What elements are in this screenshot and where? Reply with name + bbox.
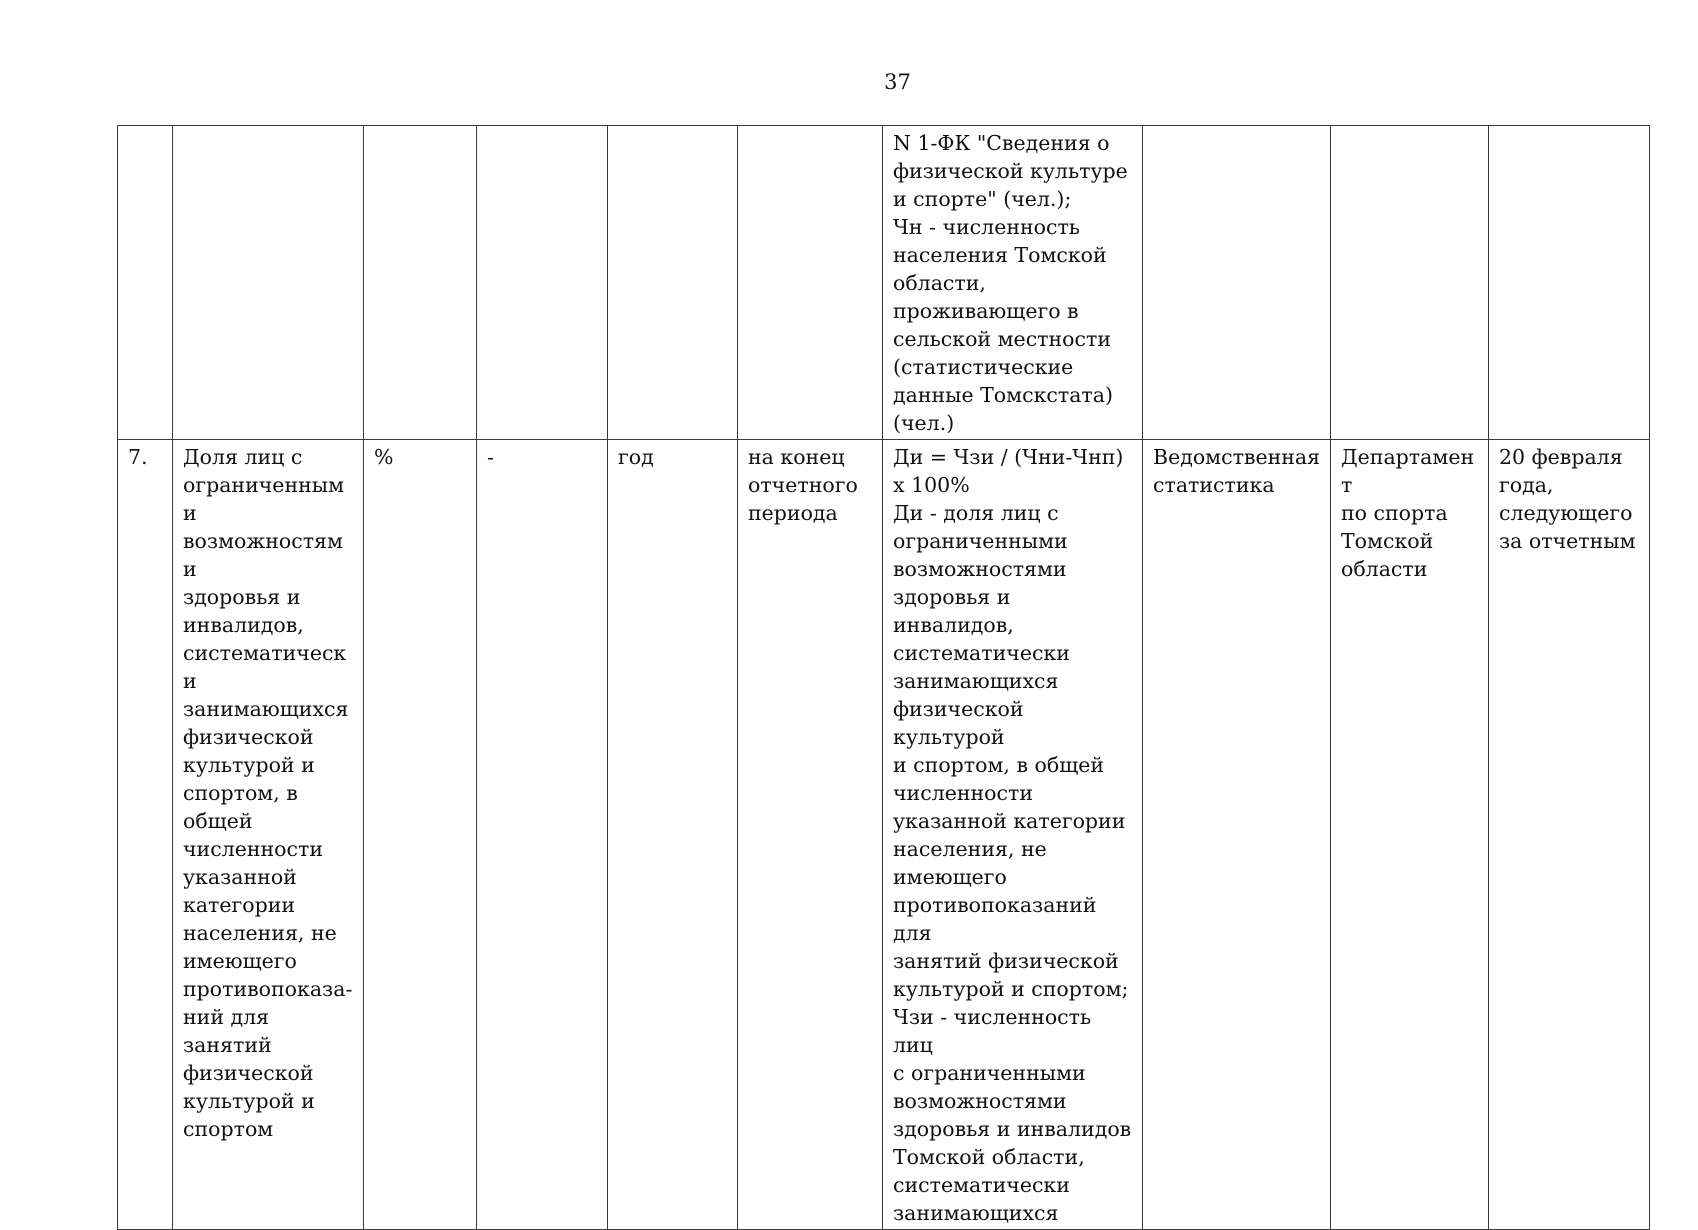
cell-formula: Ди = Чзи / (Чни-Чнп) х 100% Ди - доля лиц с ограниченными возможностями здоровья и инвалидов, систематически занимающихся физической культурой и спортом, в общей численности указанной категории населения, не имеющего противопоказаний для занятий физической культурой и спортом; Чзи - численность лиц с ограниченными возможностями здоровья и инвалидов Томской области, систематически занимающихся — [883, 440, 1143, 1230]
cell-responsible — [1331, 126, 1489, 440]
cell-periodicity: год — [608, 440, 738, 1230]
cell-number: 7. — [118, 440, 173, 1230]
cell-formula: N 1-ФК "Сведения о физической культуре и спорте" (чел.); Чн - численность населения Томской области, проживающего в сельской местности (статистические данные Томскстата) (чел.) — [883, 126, 1143, 440]
cell-dash: - — [477, 440, 608, 1230]
page-number: 37 — [884, 70, 911, 94]
cell-indicator-name — [173, 126, 364, 440]
cell-dash — [477, 126, 608, 440]
cell-time-point: на конец отчетного периода — [738, 440, 883, 1230]
cell-deadline — [1489, 126, 1650, 440]
cell-number — [118, 126, 173, 440]
cell-indicator-name: Доля лиц с ограниченными возможностями здоровья и инвалидов, систематически занимающихся физической культурой и спортом, в общей численности указанной категории населения, не имеющего противопоказа- ний для занятий физической культурой и спортом — [173, 440, 364, 1230]
cell-source — [1143, 126, 1331, 440]
indicator-table — [117, 125, 1650, 1230]
table-row — [118, 440, 1650, 1230]
cell-unit — [364, 126, 477, 440]
table-row — [118, 126, 1650, 440]
cell-unit: % — [364, 440, 477, 1230]
cell-periodicity — [608, 126, 738, 440]
cell-source: Ведомственная статистика — [1143, 440, 1331, 1230]
cell-time-point — [738, 126, 883, 440]
cell-deadline: 20 февраля года, следующего за отчетным — [1489, 440, 1650, 1230]
cell-responsible: Департамент по спорта Томской области — [1331, 440, 1489, 1230]
